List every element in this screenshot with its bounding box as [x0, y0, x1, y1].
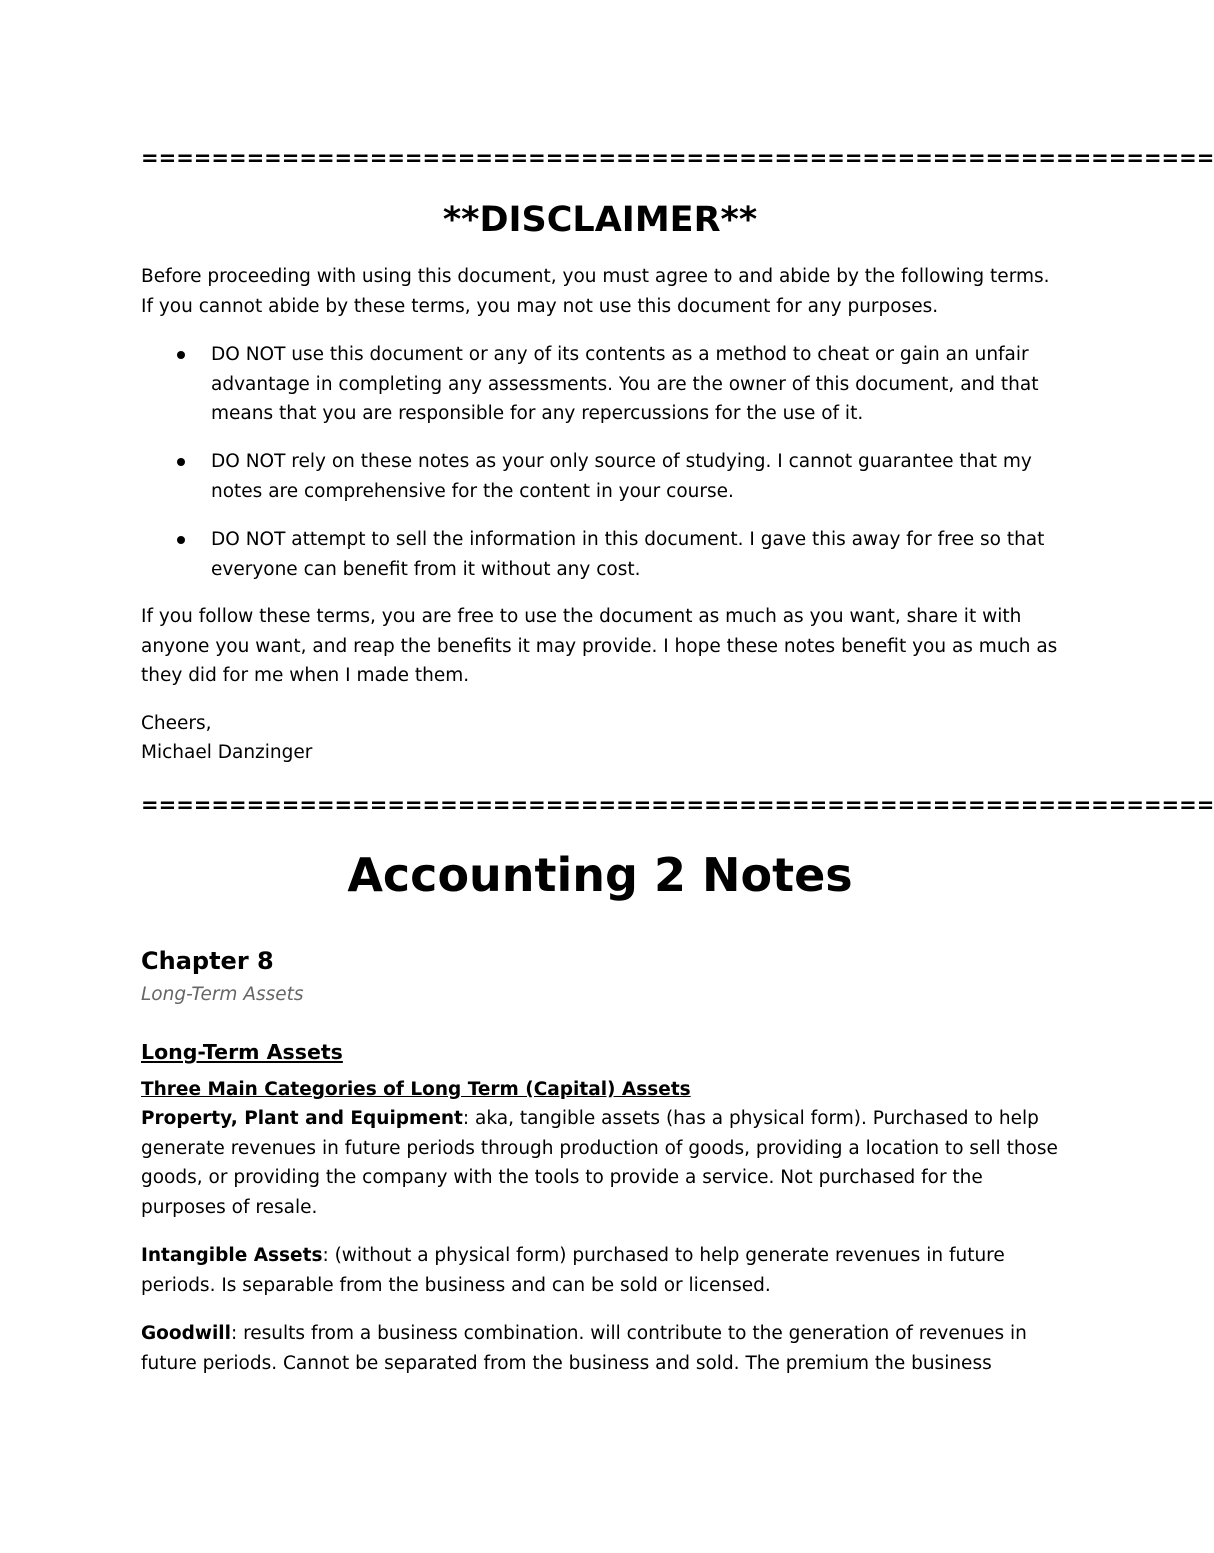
chapter-subtitle: Long-Term Assets — [141, 984, 304, 1005]
bottom-separator: ============================================================= — [141, 793, 1214, 817]
subsection-heading: Three Main Categories of Long Term (Capital) Assets — [141, 1079, 691, 1100]
entry-paragraph — [141, 1241, 1059, 1300]
entry-term: Goodwill — [141, 1323, 231, 1344]
document-page — [141, 0, 1214, 1553]
bullet-point-icon — [177, 536, 185, 544]
disclaimer-signoff: Cheers, — [141, 713, 212, 734]
disclaimer-bullet-text: DO NOT attempt to sell the information in this document. I gave this away for free so that everyone can benefit from it without any cost. — [211, 529, 1045, 580]
bullet-point-icon — [177, 458, 185, 466]
disclaimer-author: Michael Danzinger — [141, 742, 313, 763]
entry-text: : (without a physical form) purchased to help generate revenues in future periods. Is separable from the business and can be sold or licensed. — [141, 1245, 1005, 1296]
document-title: Accounting 2 Notes — [347, 848, 853, 902]
top-separator: ============================================================= — [141, 146, 1214, 170]
disclaimer-bullet-text: DO NOT use this document or any of its contents as a method to cheat or gain an unfair advantage in completing any assessments. You are the owner of this document, and that means that you are responsible for any repercussions for the use of it. — [211, 344, 1039, 424]
entry-term: Property, Plant and Equipment — [141, 1108, 463, 1129]
disclaimer-title: **DISCLAIMER** — [442, 200, 758, 240]
disclaimer-closing: If you follow these terms, you are free to use the document as much as you want, share it with anyone you want, and reap the benefits it may provide. I hope these notes benefit you as much as they did for me when I made them. — [141, 606, 1058, 686]
disclaimer-intro: Before proceeding with using this document, you must agree to and abide by the following terms. If you cannot abide by these terms, you may not use this document for any purposes. — [141, 266, 1050, 317]
entry-term: Intangible Assets — [141, 1245, 323, 1266]
entry-paragraph — [141, 1319, 1059, 1378]
entry-text: : aka, tangible assets (has a physical form). Purchased to help generate revenues in future periods through production of goods, providing a location to sell those goods, or providing the company with the tools to provide a service. Not purchased for the purposes of resale. — [141, 1108, 1058, 1218]
bullet-point-icon — [177, 351, 185, 359]
entry-paragraph — [141, 1104, 1059, 1222]
chapter-heading: Chapter 8 — [141, 947, 274, 975]
entry-text: : results from a business combination. will contribute to the generation of revenues in future periods. Cannot be separated from the business and sold. The premium the business — [141, 1323, 1027, 1374]
disclaimer-bullet-text: DO NOT rely on these notes as your only source of studying. I cannot guarantee that my notes are comprehensive for the content in your course. — [211, 451, 1032, 502]
section-heading: Long-Term Assets — [141, 1040, 343, 1064]
